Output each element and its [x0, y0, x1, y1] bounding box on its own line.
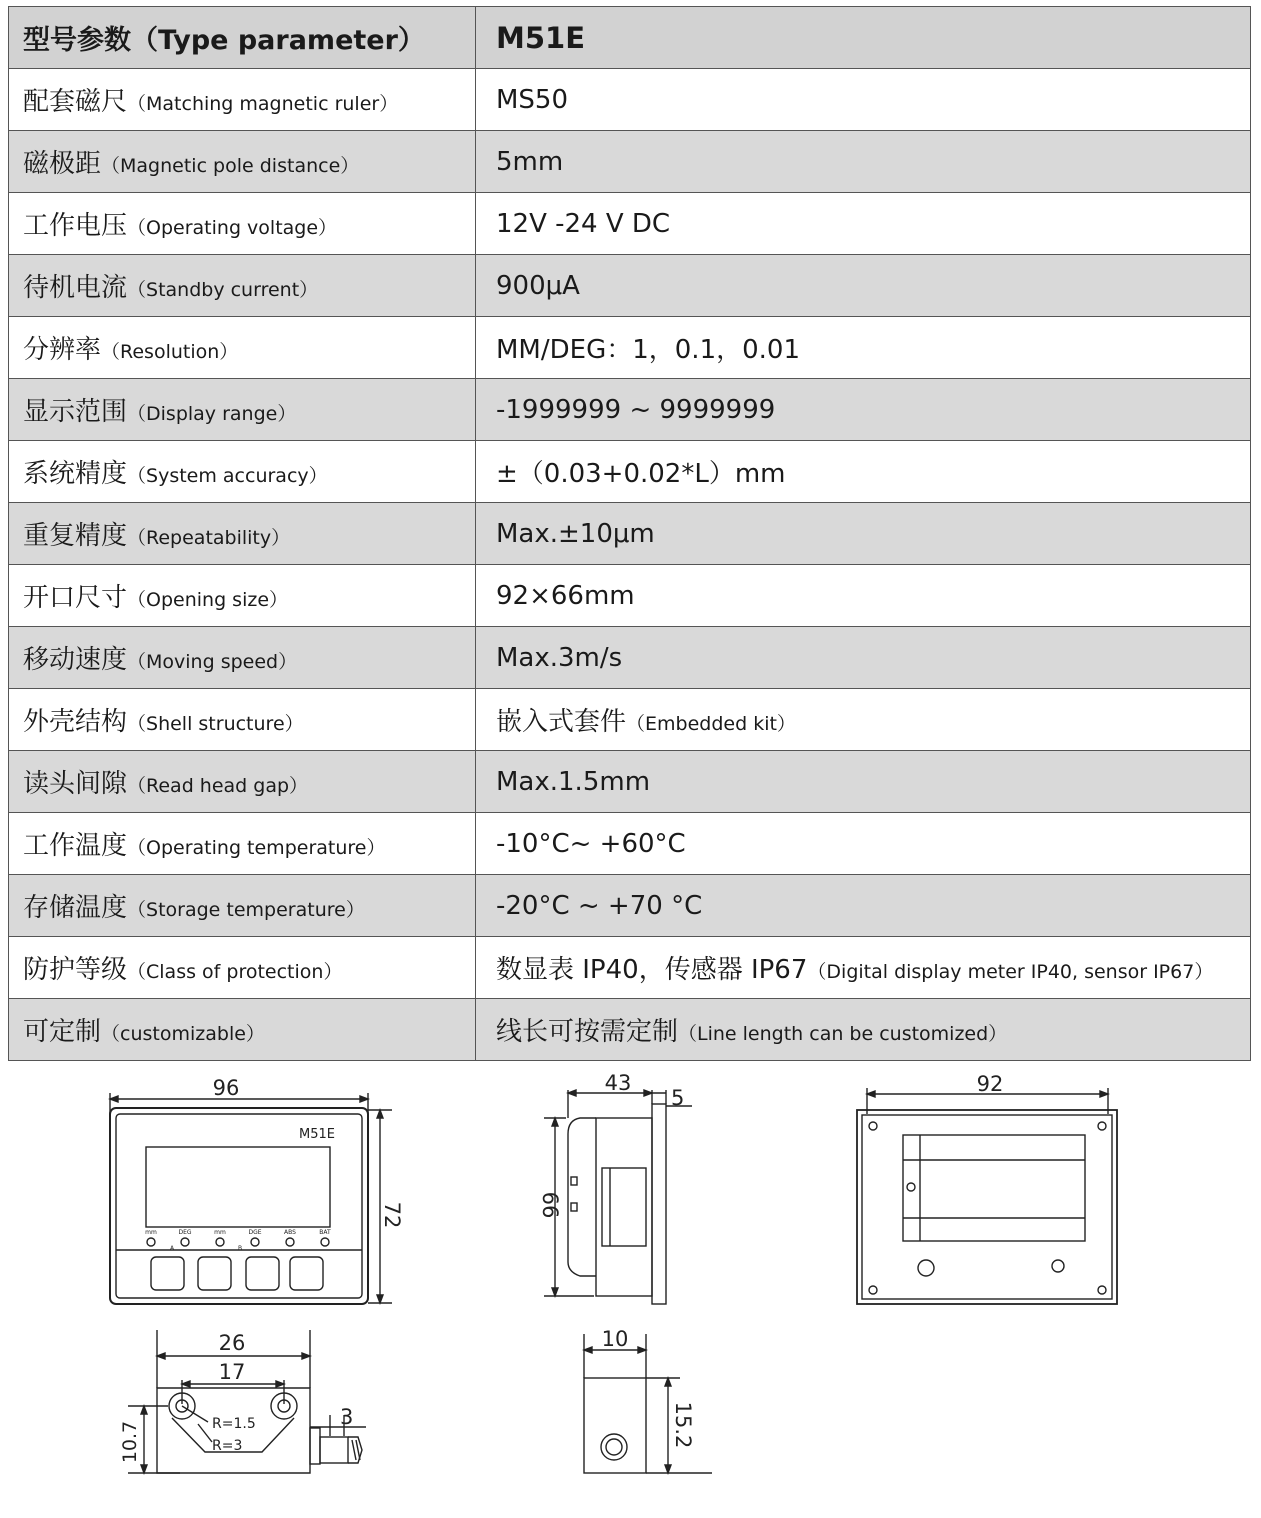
- param-value: Max.1.5mm: [496, 766, 651, 797]
- param-name-cn: 读头间隙: [23, 769, 128, 799]
- param-value: 线长可按需定制: [496, 1017, 679, 1047]
- sensor-height-dim: 10.7: [119, 1420, 141, 1464]
- param-name-cn: 显示范围: [23, 397, 128, 427]
- param-name-en: （Moving speed）: [127, 651, 298, 673]
- param-name-cn: 可定制: [23, 1017, 102, 1047]
- param-name-cn: 外壳结构: [23, 707, 128, 737]
- front-width-dim: 96: [212, 1076, 240, 1100]
- param-name-en: （Repeatability）: [127, 527, 291, 549]
- param-value: MM/DEG：1，0.1，0.01: [496, 335, 801, 365]
- param-name-en: （Magnetic pole distance）: [101, 155, 360, 177]
- param-name-en: （Display range）: [127, 403, 297, 425]
- param-name-cn: 磁极距: [23, 149, 102, 179]
- param-name-en: （customizable）: [101, 1023, 265, 1045]
- front-view-drawing: [110, 1076, 404, 1304]
- led-label: DGE: [248, 1229, 262, 1236]
- header-label: 型号参数（Type parameter）: [9, 7, 476, 69]
- param-name-en: （Opening size）: [127, 589, 289, 611]
- param-name-cn: 待机电流: [23, 273, 128, 303]
- led-label: ABS: [284, 1229, 296, 1236]
- led-label: BAT: [319, 1229, 331, 1236]
- param-name-cn: 存储温度: [23, 893, 128, 923]
- led-group-b-label: B: [238, 1245, 243, 1252]
- side-height-dim: 66: [538, 1191, 562, 1219]
- sensor-inner-dim: 17: [218, 1360, 246, 1384]
- param-name-en: （Standby current）: [127, 279, 319, 301]
- sensor-r-small: R=1.5: [212, 1416, 256, 1432]
- back-view-drawing: [857, 1072, 1117, 1304]
- led-label: mm: [214, 1229, 226, 1236]
- param-value-en: （Embedded kit）: [626, 713, 796, 735]
- param-value: -1999999 ~ 9999999: [496, 394, 776, 425]
- led-indicator: [216, 1238, 224, 1246]
- param-value: -10°C~ +60°C: [496, 828, 686, 859]
- sensor-outer-dim: 26: [218, 1331, 246, 1355]
- param-name-cn: 系统精度: [23, 459, 128, 489]
- param-name-cn: 移动速度: [23, 645, 128, 675]
- led-label: DEG: [178, 1229, 192, 1236]
- led-label: mm: [145, 1229, 157, 1236]
- side-view-drawing: [538, 1071, 692, 1304]
- param-name-en: （Class of protection）: [127, 961, 343, 983]
- param-value: -20°C ~ +70 °C: [496, 890, 703, 921]
- param-name-en: （System accuracy）: [127, 465, 328, 487]
- sensor-cable-dim: 3: [340, 1405, 354, 1429]
- sensor-side-width-dim: 10: [601, 1327, 629, 1351]
- param-value: ±（0.03+0.02*L）mm: [496, 459, 786, 489]
- param-name-cn: 分辨率: [23, 335, 102, 365]
- back-width-dim: 92: [976, 1072, 1004, 1096]
- header-model: M51E: [476, 7, 1251, 69]
- led-indicator: [147, 1238, 155, 1246]
- param-name-en: （Resolution）: [101, 341, 239, 363]
- sensor-side-height-dim: 15.2: [671, 1401, 695, 1449]
- side-flange-dim: 5: [671, 1086, 685, 1110]
- front-height-dim: 72: [380, 1201, 404, 1229]
- param-value: 5mm: [496, 146, 564, 177]
- param-name-en: （Matching magnetic ruler）: [127, 93, 399, 115]
- param-name-en: （Shell structure）: [127, 713, 304, 735]
- led-group-a-label: A: [170, 1245, 175, 1252]
- param-name-cn: 防护等级: [23, 955, 128, 985]
- param-name-en: （Storage temperature）: [127, 899, 365, 921]
- param-value: 12V -24 V DC: [496, 208, 671, 239]
- side-depth-dim: 43: [604, 1071, 632, 1095]
- param-value: MS50: [496, 84, 569, 115]
- param-name-en: （Operating temperature）: [127, 837, 386, 859]
- param-value: 嵌入式套件: [496, 707, 627, 737]
- led-indicator: [321, 1238, 329, 1246]
- param-name-cn: 配套磁尺: [23, 87, 128, 117]
- param-name-cn: 开口尺寸: [23, 583, 128, 613]
- param-name-cn: 工作电压: [23, 211, 128, 241]
- param-name-cn: 工作温度: [23, 831, 128, 861]
- led-indicator: [181, 1238, 189, 1246]
- sensor-top-drawing: [119, 1330, 366, 1473]
- param-value: 92×66mm: [496, 580, 635, 611]
- param-value: 900μA: [496, 270, 580, 301]
- param-name-cn: 重复精度: [23, 521, 128, 551]
- param-value: 数显表 IP40，传感器 IP67: [496, 955, 808, 985]
- sensor-side-drawing: [584, 1327, 712, 1473]
- param-name-en: （Read head gap）: [127, 775, 309, 797]
- led-indicators: [145, 1229, 331, 1246]
- sensor-r-large: R=3: [212, 1438, 243, 1454]
- led-indicator: [251, 1238, 259, 1246]
- led-indicator: [286, 1238, 294, 1246]
- front-model-label: M51E: [299, 1127, 335, 1142]
- param-value: Max.3m/s: [496, 642, 623, 673]
- param-value: Max.±10μm: [496, 518, 655, 549]
- param-value-en: （Digital display meter IP40, sensor IP67）: [807, 961, 1214, 983]
- param-name-en: （Operating voltage）: [127, 217, 338, 239]
- param-value-en: （Line length can be customized）: [678, 1023, 1008, 1045]
